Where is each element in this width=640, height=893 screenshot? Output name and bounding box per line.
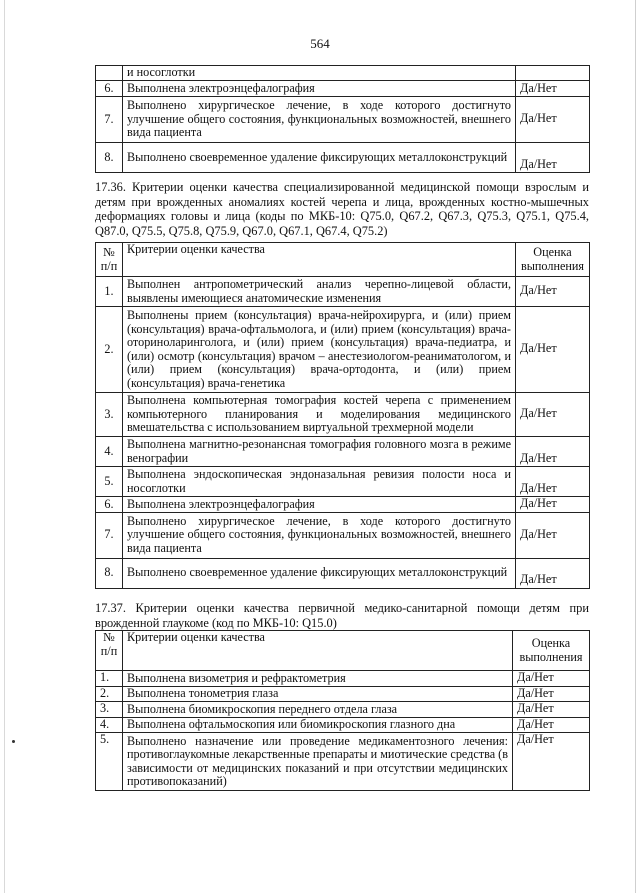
row-number: 5. xyxy=(96,733,123,791)
row-number: 1. xyxy=(96,277,123,307)
criterion-text: Выполнено своевременное удаление фиксирующих металлоконструкций xyxy=(123,558,516,588)
criterion-text: Выполнено хирургическое лечение, в ходе которого достигнуто улучшение общего состояния, функциональных возможностей, внешнего вида пациента xyxy=(123,512,516,558)
criterion-text: Выполнена магнитно-резонансная томография головного мозга в режиме венографии xyxy=(123,437,516,467)
evaluation-result: Да/Нет xyxy=(513,702,590,718)
row-number: 5. xyxy=(96,467,123,497)
criterion-text: Выполнено хирургическое лечение, в ходе которого достигнуто улучшение общего состояния, функциональных возможностей, внешнего вида пациента xyxy=(123,97,516,143)
criterion-text: Выполнена офтальмоскопия или биомикроскопия глазного дна xyxy=(123,717,513,733)
criteria-table-17-36 xyxy=(95,242,590,589)
criterion-text: Выполнена эндоскопическая эндоназальная ревизия полости носа и носоглотки xyxy=(123,467,516,497)
header-number: № п/п xyxy=(96,631,123,671)
row-number: 2. xyxy=(96,686,123,702)
table-row xyxy=(96,702,590,718)
row-number: 7. xyxy=(96,512,123,558)
evaluation-result: Да/Нет xyxy=(513,717,590,733)
table-row xyxy=(96,97,590,143)
section-title-17-36: 17.36. Критерии оценки качества специализированной медицинской помощи взрослым и детям при врожденных аномалиях костей черепа и лица, врожденных костно-мышечных деформациях головы и лица (коды по МКБ-10: Q75.0, Q67.2, Q67.3, Q75.3, Q75.1, Q75.4, Q87.0, Q75.5, Q75.8, Q75.9, Q67.0, Q67.1, Q67.4, Q75.2) xyxy=(95,180,589,238)
table-header-row xyxy=(96,631,590,671)
table-row xyxy=(96,733,590,791)
header-result: Оценка выполнения xyxy=(516,243,590,277)
evaluation-result: Да/Нет xyxy=(513,671,590,687)
table-row xyxy=(96,81,590,97)
criterion-text: Выполнен антропометрический анализ черепно-лицевой области, выявлены имеющиеся анатомические изменения xyxy=(123,277,516,307)
criterion-text: Выполнена тонометрия глаза xyxy=(123,686,513,702)
table-row xyxy=(96,497,590,513)
scan-dot xyxy=(12,740,15,743)
table-row xyxy=(96,467,590,497)
criterion-text: Выполнены прием (консультация) врача-нейрохирурга, и (или) прием (консультация) врача-офтальмолога, и (или) прием (консультация) врача-оториноларинголога, и (или) прием (консультация) врача-педиатра, и (или) осмотр (консультация) врачом – анестезиологом-реаниматологом, и (или) прием (консультация) врача-ортодонта, и (или) прием (консультация) врача-генетика xyxy=(123,307,516,393)
criterion-text: Выполнена биомикроскопия переднего отдела глаза xyxy=(123,702,513,718)
table-row xyxy=(96,512,590,558)
evaluation-result: Да/Нет xyxy=(516,558,590,588)
criterion-text: Выполнено своевременное удаление фиксирующих металлоконструкций xyxy=(123,143,516,173)
table-row xyxy=(96,558,590,588)
table-row xyxy=(96,277,590,307)
table-row xyxy=(96,66,590,81)
criteria-table-continued xyxy=(95,65,590,173)
evaluation-result: Да/Нет xyxy=(516,81,590,97)
scan-edge-left xyxy=(4,0,5,893)
evaluation-result: Да/Нет xyxy=(513,686,590,702)
row-number: 1. xyxy=(96,671,123,687)
table-row xyxy=(96,393,590,437)
evaluation-result: Да/Нет xyxy=(516,307,590,393)
table-row xyxy=(96,307,590,393)
row-number: 8. xyxy=(96,558,123,588)
criterion-text: Выполнено назначение или проведение медикаментозного лечения: противоглаукомные лекарственные препараты и миотические средства (в зависимости от медицинских показаний и при отсутствии медицинских противопоказаний) xyxy=(123,733,513,791)
criterion-text: Выполнена компьютерная томография костей черепа с применением компьютерного планирования и моделирования медицинского вмешательства с использованием виртуальной трехмерной модели xyxy=(123,393,516,437)
header-number: № п/п xyxy=(96,243,123,277)
header-criteria: Критерии оценки качества xyxy=(123,243,516,277)
row-number: 6. xyxy=(96,497,123,513)
row-number: 8. xyxy=(96,143,123,173)
evaluation-result: Да/Нет xyxy=(516,143,590,173)
table-row xyxy=(96,686,590,702)
criteria-table-17-37 xyxy=(95,630,590,791)
evaluation-result: Да/Нет xyxy=(516,277,590,307)
row-number: 4. xyxy=(96,437,123,467)
evaluation-result: Да/Нет xyxy=(516,467,590,497)
row-number: 4. xyxy=(96,717,123,733)
table-row xyxy=(96,143,590,173)
header-result: Оценка выполнения xyxy=(513,631,590,671)
row-number: 3. xyxy=(96,393,123,437)
criterion-text: Выполнена визометрия и рефрактометрия xyxy=(123,671,513,687)
evaluation-result xyxy=(516,66,590,81)
evaluation-result: Да/Нет xyxy=(516,512,590,558)
row-number: 3. xyxy=(96,702,123,718)
evaluation-result: Да/Нет xyxy=(516,97,590,143)
section-title-17-37: 17.37. Критерии оценки качества первичной медико-санитарной помощи детям при врожденной глаукоме (код по МКБ-10: Q15.0) xyxy=(95,601,589,630)
evaluation-result: Да/Нет xyxy=(516,437,590,467)
page-number: 564 xyxy=(310,36,330,51)
criterion-text: Выполнена электроэнцефалография xyxy=(123,81,516,97)
evaluation-result: Да/Нет xyxy=(516,393,590,437)
table-header-row xyxy=(96,243,590,277)
table-row xyxy=(96,717,590,733)
row-number: 6. xyxy=(96,81,123,97)
evaluation-result: Да/Нет xyxy=(513,733,590,791)
scan-edge-right xyxy=(635,0,636,893)
header-criteria: Критерии оценки качества xyxy=(123,631,513,671)
row-number xyxy=(96,66,123,81)
table-row xyxy=(96,671,590,687)
row-number: 2. xyxy=(96,307,123,393)
table-row xyxy=(96,437,590,467)
criterion-text: и носоглотки xyxy=(123,66,516,81)
criterion-text: Выполнена электроэнцефалография xyxy=(123,497,516,513)
row-number: 7. xyxy=(96,97,123,143)
evaluation-result: Да/Нет xyxy=(516,497,590,513)
